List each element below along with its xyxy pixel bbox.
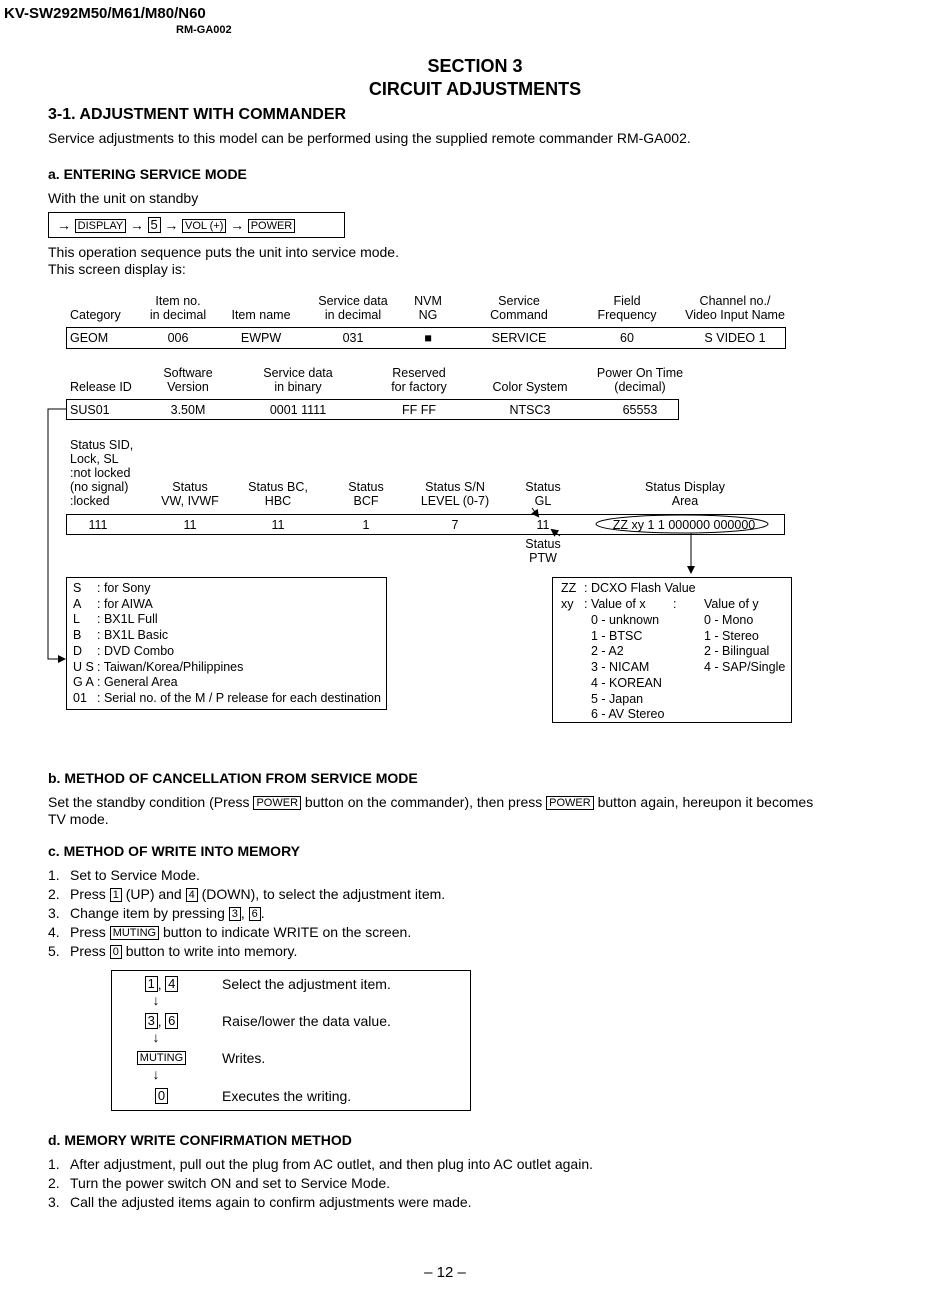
heading-b: b. METHOD OF CANCELLATION FROM SERVICE MODE	[48, 770, 418, 786]
t2-val-power-on: 65553	[622, 403, 658, 417]
key-3: 3	[145, 1013, 158, 1029]
t2-val-software: 3.50M	[170, 403, 206, 417]
t2-val-release-id: SUS01	[70, 403, 110, 417]
arrow-icon: →	[129, 217, 144, 233]
t1-val-service-command: SERVICE	[491, 331, 547, 345]
legend-value: : for AIWA	[97, 596, 153, 611]
t2-header-power-on: Power On Time (decimal)	[596, 366, 684, 394]
list-number: 1.	[48, 1156, 60, 1172]
subsection-heading: 3-1. ADJUSTMENT WITH COMMANDER	[48, 106, 347, 123]
flow-desc: Writes.	[222, 1050, 266, 1066]
legend-value: : BX1L Full	[97, 612, 158, 627]
legend-zz-key: ZZ	[561, 581, 577, 595]
legend-y-heading: Value of y	[704, 597, 759, 611]
flow-desc: Select the adjustment item.	[222, 976, 391, 992]
t3-header-gl: Status GL	[525, 480, 561, 508]
flow-desc: Executes the writing.	[222, 1088, 352, 1104]
t2-header-color-system: Color System	[492, 380, 568, 394]
t3-label-ptw: Status PTW	[525, 537, 561, 565]
legend-value: : General Area	[97, 675, 178, 690]
list-item: 5. Press 0 button to write into memory.	[48, 943, 298, 959]
legend-key: A	[73, 596, 82, 611]
arrow-icon: →	[230, 217, 245, 233]
cancel-text: Set the standby condition (Press POWER button on the commander), then press POWER button again, hereupon it becomes	[48, 794, 814, 810]
legend-key: U S	[73, 659, 94, 674]
page-number: – 12 –	[424, 1264, 466, 1281]
legend-y-value: 4 - SAP/Single	[704, 660, 786, 675]
display-area-ellipse	[596, 515, 768, 533]
t2-val-binary: 0001 1111	[269, 403, 327, 417]
t1-val-nvm: ■	[424, 331, 432, 345]
flow-keys	[114, 1088, 209, 1104]
t1-header-service-data: Service data in decimal	[318, 294, 388, 322]
t3-header-sn: Status S/N LEVEL (0-7)	[420, 480, 490, 508]
section-title: CIRCUIT ADJUSTMENTS	[368, 79, 582, 99]
ptw-arrow	[552, 530, 560, 536]
t3-val-gl: 11	[536, 518, 550, 532]
t2-header-binary: Service data in binary	[263, 366, 333, 394]
legend-value: : BX1L Basic	[97, 628, 169, 643]
flow-keys	[114, 1050, 209, 1065]
key-4: 4	[186, 888, 198, 902]
key-vol-plus: VOL (+)	[182, 219, 226, 233]
legend-y-value: 1 - Stereo	[704, 628, 759, 643]
cancel-text-cont: TV mode.	[48, 811, 109, 827]
legend-zz-value: : DCXO Flash Value	[584, 581, 696, 595]
list-item: 2. Press 1 (UP) and 4 (DOWN), to select the adjustment item.	[48, 886, 446, 902]
write-steps	[48, 866, 445, 961]
key-0: 0	[110, 945, 122, 959]
legend-key: 01	[73, 690, 87, 705]
t1-header-nvm: NVM NG	[414, 294, 442, 322]
key-power: POWER	[253, 796, 301, 810]
flow-sep: ,	[157, 977, 166, 992]
desc-service-mode: This operation sequence puts the unit into service mode.	[48, 244, 399, 260]
legend-key: D	[73, 643, 83, 658]
legend-key: G A	[73, 675, 94, 690]
t3-val-display-area: ZZ xy 1 1 000000 000000	[612, 518, 756, 532]
t1-val-item-name: EWPW	[240, 331, 282, 345]
t1-header-channel: Channel no./ Video Input Name	[685, 294, 785, 322]
t1-val-service-data: 031	[342, 331, 364, 345]
flow-keys	[114, 1013, 209, 1029]
t3-val-sn: 7	[451, 518, 459, 532]
t2-val-reserved: FF FF	[401, 403, 436, 417]
legend-key: B	[73, 628, 82, 643]
legend-value: : DVD Combo	[97, 643, 175, 658]
key-muting: MUTING	[110, 926, 159, 940]
legend-xy-key: xy	[561, 597, 574, 611]
list-item	[48, 1174, 593, 1193]
t1-header-category: Category	[70, 308, 121, 322]
legend-key: S	[73, 581, 82, 595]
legend-x-value: 0 - unknown	[591, 613, 660, 627]
key-6: 6	[249, 907, 261, 921]
desc-screen-display: This screen display is:	[48, 261, 186, 277]
legend-x-value: 4 - KOREAN	[591, 675, 662, 690]
arrow-icon: →	[57, 217, 71, 233]
legend-key: L	[73, 612, 80, 627]
t1-header-service-command: Service Command	[490, 294, 548, 322]
key-muting: MUTING	[137, 1051, 186, 1065]
t3-header-bc: Status BC, HBC	[248, 480, 308, 508]
down-arrow-icon: ↓	[152, 992, 160, 1008]
t1-val-item-no: 006	[167, 331, 189, 345]
key-0: 0	[155, 1088, 168, 1104]
key-4: 4	[165, 976, 178, 992]
intro-text: Service adjustments to this model can be performed using the supplied remote commander RM-GA002.	[48, 130, 691, 146]
t3-val-bcf: 1	[362, 518, 370, 532]
heading-c: c. METHOD OF WRITE INTO MEMORY	[48, 843, 300, 859]
t3-header-display-area: Status Display Area	[645, 480, 725, 508]
heading-d: d. MEMORY WRITE CONFIRMATION METHOD	[48, 1132, 352, 1148]
remote-header: RM-GA002	[176, 24, 232, 36]
t1-val-field-frequency: 60	[620, 331, 634, 345]
legend-value: : for Sony	[97, 581, 151, 595]
legend-x-heading: : Value of x	[584, 597, 646, 611]
list-item: 4. Press MUTING button to indicate WRITE on the screen.	[48, 924, 412, 940]
t2-val-color-system: NTSC3	[509, 403, 551, 417]
list-item	[48, 1193, 593, 1212]
t3-val-bc: 11	[271, 518, 285, 532]
list-item	[48, 1155, 593, 1174]
legend-x-value: 5 - Japan	[591, 691, 644, 706]
t1-header-item-name: Item name	[231, 308, 291, 322]
list-item: 3. Change item by pressing 3 , 6 .	[48, 905, 265, 921]
t3-header-bcf: Status BCF	[348, 480, 384, 508]
legend-value: : Serial no. of the M / P release for each destination	[97, 690, 381, 705]
list-text: Call the adjusted items again to confirm adjustments were made.	[70, 1194, 472, 1210]
heading-a: a. ENTERING SERVICE MODE	[48, 166, 247, 182]
legend-colon: :	[673, 597, 677, 611]
legend-y-value: 0 - Mono	[704, 613, 754, 627]
key-5: 5	[148, 217, 161, 233]
t2-header-release-id: Release ID	[70, 380, 132, 394]
t3-header-sid: Status SID, Lock, SL :not locked (no signal) :locked	[70, 438, 134, 508]
release-id-arrow	[48, 409, 66, 659]
t3-val-sid: 111	[88, 518, 108, 532]
list-item: 1. Set to Service Mode.	[48, 867, 200, 883]
key-power: POWER	[248, 219, 296, 233]
t3-header-vw: Status VW, IVWF	[161, 480, 219, 508]
t2-header-software: Software Version	[163, 366, 213, 394]
flow-desc: Raise/lower the data value.	[222, 1013, 391, 1029]
key-1: 1	[145, 976, 158, 992]
legend-value: : Taiwan/Korea/Philippines	[97, 659, 244, 674]
confirm-steps	[48, 1155, 593, 1212]
t2-header-reserved: Reserved for factory	[391, 366, 447, 394]
standby-text: With the unit on standby	[48, 190, 199, 206]
key-6: 6	[165, 1013, 178, 1029]
list-number: 3.	[48, 1194, 60, 1210]
flow-sep: ,	[157, 1014, 166, 1029]
t3-val-vw: 11	[183, 518, 197, 532]
list-text: Turn the power switch ON and set to Service Mode.	[70, 1175, 391, 1191]
legend-x-value: 6 - AV Stereo	[591, 707, 665, 722]
legend-y-value: 2 - Bilingual	[704, 644, 770, 659]
key-display: DISPLAY	[75, 219, 127, 233]
key-3: 3	[229, 907, 241, 921]
t1-val-category: GEOM	[70, 331, 109, 345]
t1-val-channel: S VIDEO 1	[704, 331, 766, 345]
legend-x-value: 2 - A2	[591, 644, 624, 659]
t1-header-item-no: Item no. in decimal	[149, 294, 207, 322]
t1-header-field-frequency: Field Frequency	[597, 294, 657, 322]
section-number: SECTION 3	[427, 56, 523, 76]
gl-arrow	[532, 508, 538, 516]
legend-x-value: 3 - NICAM	[591, 660, 650, 675]
key-1: 1	[110, 888, 122, 902]
legend-x-value: 1 - BTSC	[591, 628, 643, 643]
down-arrow-icon: ↓	[152, 1066, 160, 1082]
model-header: KV-SW292M50/M61/M80/N60	[4, 5, 206, 22]
arrow-icon: →	[164, 217, 179, 233]
list-number: 2.	[48, 1175, 60, 1191]
down-arrow-icon: ↓	[152, 1029, 160, 1045]
flow-keys	[114, 976, 209, 992]
key-power: POWER	[546, 796, 594, 810]
list-text: After adjustment, pull out the plug from AC outlet, and then plug into AC outlet again.	[70, 1156, 593, 1172]
